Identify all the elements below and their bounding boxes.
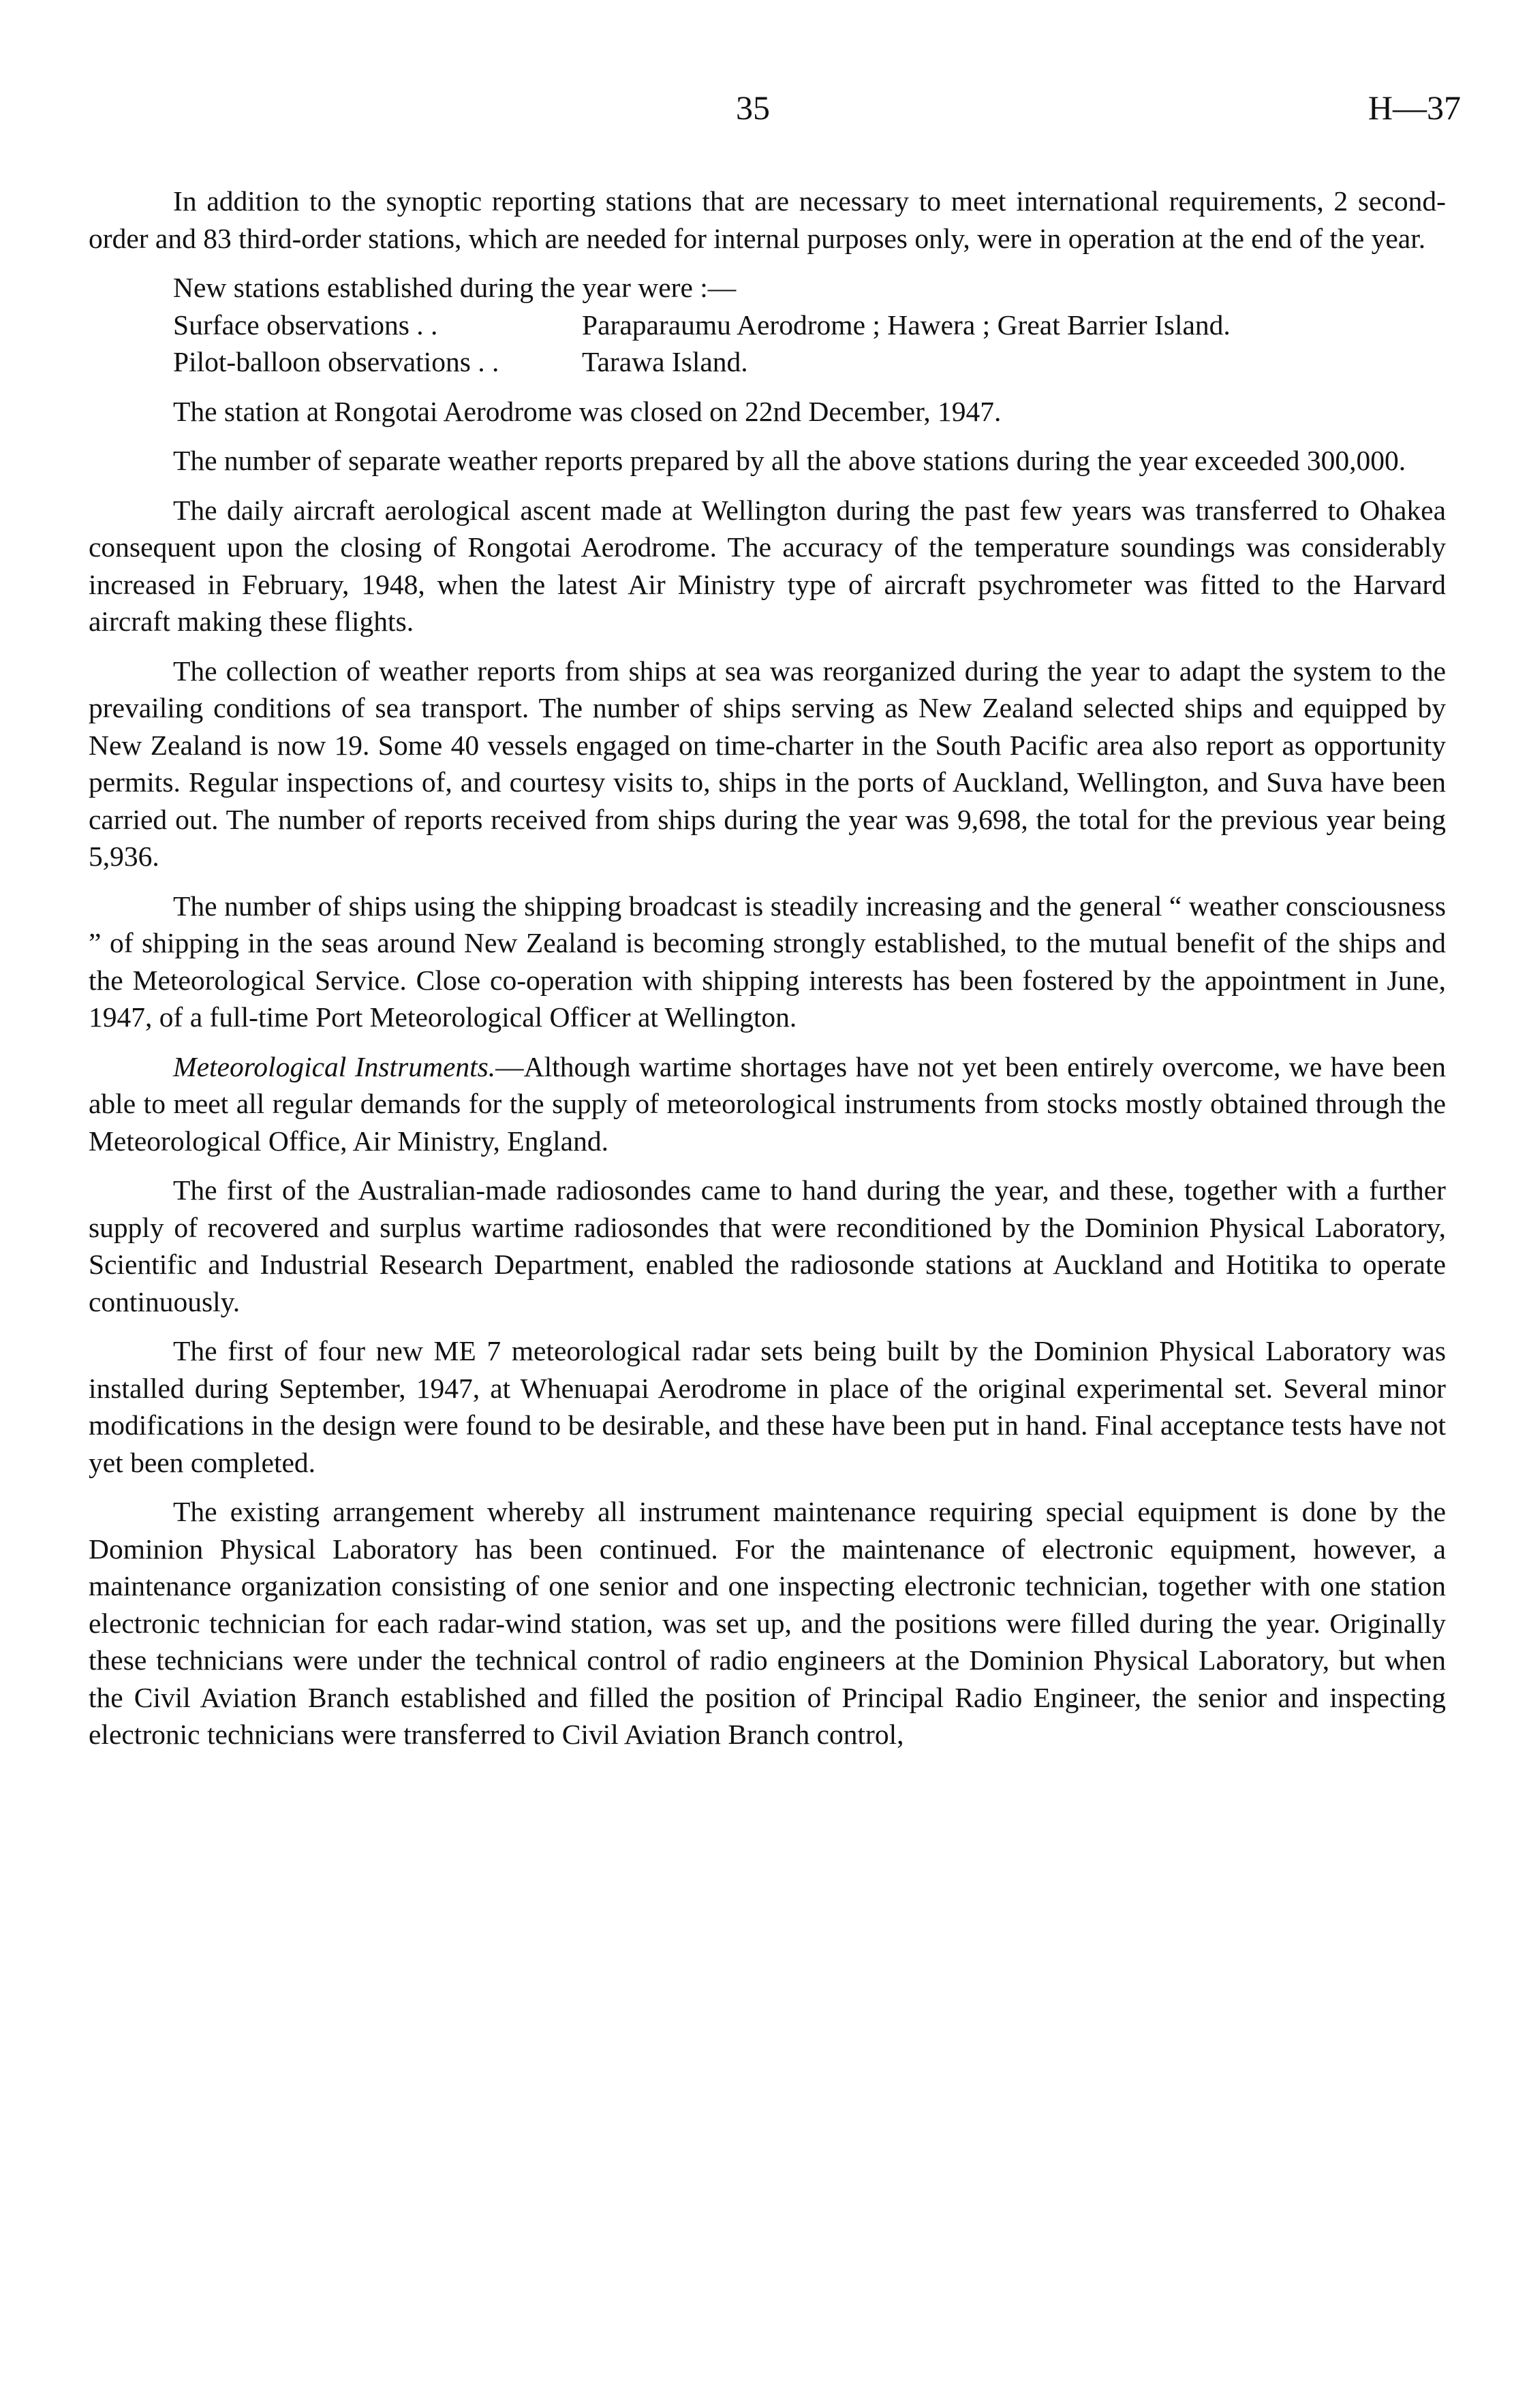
paragraph: The number of ships using the shipping broadcast is steadily increasing and the general “ weather consciousness ” of shipping in the seas around New Zealand is becoming strongly established, to the mutual benefit of the ships and the Meteorological Service. Close co-operation with shipping interests has been fostered by the appointment in June, 1947, of a full-time Port Meteorological Officer at Wellington. <box>89 890 1446 1033</box>
section-lead-heading: Meteorological Instruments. <box>173 1050 496 1082</box>
station-type-label: Pilot-balloon observations . . <box>173 346 499 377</box>
station-locations: Tarawa Island. <box>582 346 748 377</box>
new-stations-list <box>173 307 1446 381</box>
station-type-label: Surface observations . . <box>173 309 438 341</box>
paragraph: The number of separate weather reports prepared by all the above stations during the year exceeded 300,000. <box>173 445 1406 476</box>
paragraph: The first of four new ME 7 meteorological radar sets being built by the Dominion Physical Laboratory was installed during September, 1947, at Whenuapai Aerodrome in place of the original experimental set. Several minor modifications in the design were found to be desirable, and these have been put in hand. Final acceptance tests have not yet been completed. <box>89 1335 1446 1478</box>
paragraph: The collection of weather reports from ships at sea was reorganized during the year to adapt the system to the prevailing conditions of sea transport. The number of ships serving as New Zealand selected ships and equipped by New Zealand is now 19. Some 40 vessels engaged on time-charter in the South Pacific area also report as opportunity permits. Regular inspections of, and courtesy visits to, ships in the ports of Auckland, Wellington, and Suva have been carried out. The number of reports received from ships during the year was 9,698, the total for the previous year being 5,936. <box>89 655 1446 872</box>
paragraph-instruments <box>89 1048 1446 1160</box>
paper-reference: H—37 <box>1368 89 1461 127</box>
paragraph: The existing arrangement whereby all instrument maintenance requiring special equipment is done by the Dominion Physical Laboratory has been continued. For the maintenance of electronic equipment, however, a maintenance organization consisting of one senior and one inspecting electronic technician, together with one station electronic technician for each radar-wind station, was set up, and the positions were filled during the year. Originally these technicians were under the technical control of radio engineers at the Dominion Physical Laboratory, but when the Civil Aviation Branch established and filled the position of Principal Radio Engineer, the senior and inspecting electronic technicians were transferred to Civil Aviation Branch control, <box>89 1496 1446 1750</box>
station-row-surface <box>173 307 1446 344</box>
paragraph: The first of the Australian-made radiosondes came to hand during the year, and these, together with a further supply of recovered and surplus wartime radiosondes that were reconditioned by the Dominion Physical Laboratory, Scientific and Industrial Research Department, enabled the radiosonde stations at Auckland and Hotitika to operate continuously. <box>89 1174 1446 1317</box>
body-text <box>89 183 1446 1766</box>
paragraph-text: —Although wartime shortages have not yet been entirely overcome, we have been able to meet all regular demands for the supply of meteorological instruments from stocks mostly obtained through the Meteorological Office, Air Ministry, England. <box>89 1050 1446 1157</box>
station-locations: Paraparaumu Aerodrome ; Hawera ; Great Barrier Island. <box>582 309 1231 341</box>
paragraph: In addition to the synoptic reporting stations that are necessary to meet international requirements, 2 second-order and 83 third-order stations, which are needed for internal purposes only, were in operation at the end of the year. <box>89 185 1446 254</box>
station-row-pilot-balloon <box>173 343 1446 381</box>
page-number: 35 <box>736 89 770 127</box>
paragraph: New stations established during the year were :— <box>173 272 737 303</box>
paragraph: The station at Rongotai Aerodrome was closed on 22nd December, 1947. <box>173 395 1002 427</box>
page-header <box>0 87 1529 128</box>
paragraph: The daily aircraft aerological ascent made at Wellington during the past few years was transferred to Ohakea consequent upon the closing of Rongotai Aerodrome. The accuracy of the temperature soundings was considerably increased in February, 1948, when the latest Air Ministry type of aircraft psychrometer was fitted to the Harvard aircraft making these flights. <box>89 494 1446 637</box>
